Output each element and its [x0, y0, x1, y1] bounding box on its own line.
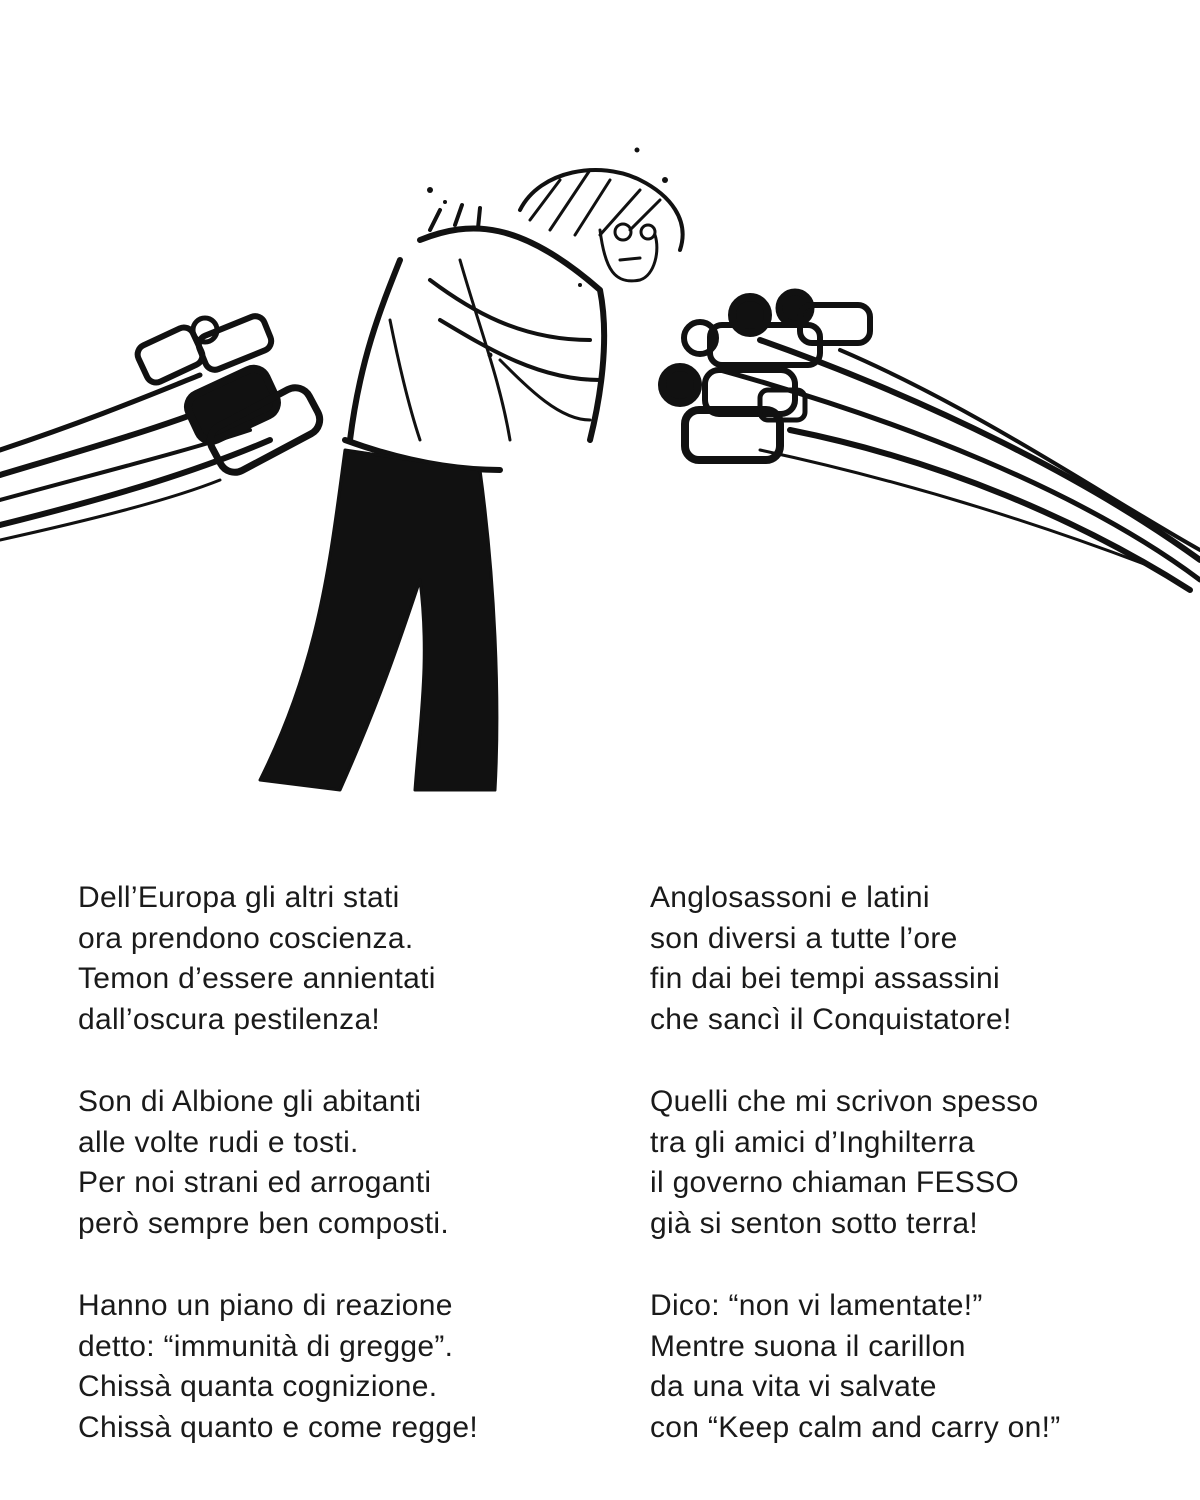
stanza — [78, 1286, 598, 1448]
poem-line: che sancì il Conquistatore! — [650, 1002, 1012, 1036]
poem-line: Temon d’essere annientati — [78, 962, 436, 995]
poem-line: dall’oscura pestilenza! — [78, 1002, 381, 1036]
poem-line: già si senton sotto terra! — [650, 1206, 978, 1240]
stanza — [78, 878, 598, 1040]
poem-line: Quelli che mi scrivon spesso — [650, 1085, 1039, 1118]
poem-line: da una vita vi salvate — [650, 1370, 937, 1403]
man-figure — [260, 170, 683, 790]
poem-line: Son di Albione gli abitanti — [78, 1085, 422, 1118]
poem-line: Mentre suona il carillon — [650, 1329, 966, 1363]
poem-line: con “Keep calm and carry on!” — [650, 1410, 1061, 1444]
stanza — [650, 1286, 1170, 1448]
poem-right-column — [650, 878, 1170, 1490]
microphones-right — [662, 292, 1200, 590]
poem-line: fin dai bei tempi assassini — [650, 962, 1000, 995]
poem-line: il governo chiaman FESSO — [650, 1166, 1020, 1199]
poem-line: Dico: “non vi lamentate!” — [650, 1289, 983, 1322]
poem-line: però sempre ben composti. — [78, 1206, 450, 1240]
poem-line: ora prendono coscienza. — [78, 921, 414, 955]
stanza — [78, 1082, 598, 1244]
poem-left-column — [78, 878, 598, 1490]
stanza — [650, 878, 1170, 1040]
stanza — [650, 1082, 1170, 1244]
microphones-left — [0, 313, 325, 540]
poem-line: Per noi strani ed arroganti — [78, 1166, 432, 1199]
poem-line: detto: “immunità di gregge”. — [78, 1329, 454, 1363]
poem-line: Chissà quanto e come regge! — [78, 1410, 479, 1444]
poem-line: Chissà quanta cognizione. — [78, 1370, 438, 1403]
poem-line: son diversi a tutte l’ore — [650, 921, 958, 955]
poem-line: Dell’Europa gli altri stati — [78, 881, 400, 914]
poem-line: tra gli amici d’Inghilterra — [650, 1125, 975, 1159]
ink-illustration — [0, 140, 1200, 830]
poem-line: Hanno un piano di reazione — [78, 1289, 453, 1322]
poem-line: alle volte rudi e tosti. — [78, 1125, 359, 1159]
poem-line: Anglosassoni e latini — [650, 881, 930, 914]
